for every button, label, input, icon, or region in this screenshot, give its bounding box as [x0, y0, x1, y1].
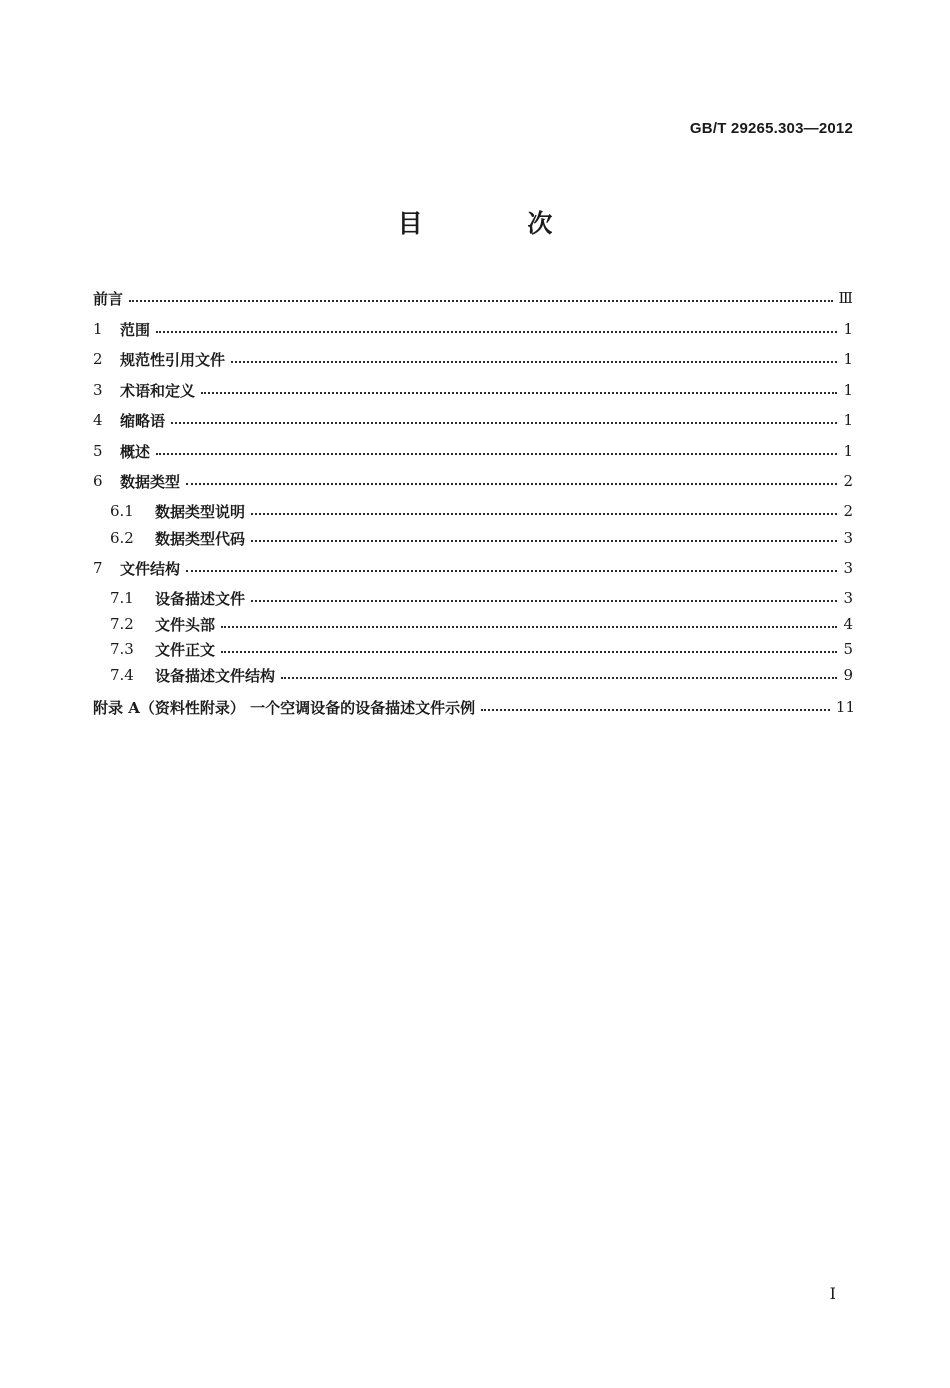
toc-entry-number: 7.2: [110, 615, 134, 633]
page-number: I: [829, 1284, 836, 1303]
toc-entry-page: 2: [843, 502, 853, 520]
toc-entry-5[interactable]: [93, 440, 853, 462]
toc-entry-foreword[interactable]: [93, 287, 853, 309]
toc-entry-label: 术语和定义: [120, 381, 196, 400]
toc-entry-page: 1: [843, 320, 853, 338]
toc-entry-appendix-a[interactable]: [93, 696, 855, 718]
toc-entry-number: 7.4: [110, 666, 134, 684]
toc-entry-number: 7.1: [110, 589, 134, 607]
toc-leader: [186, 569, 837, 572]
toc-entry-3[interactable]: [93, 379, 853, 401]
toc-leader: [231, 360, 837, 363]
toc-entry-4[interactable]: [93, 409, 853, 431]
toc-entry-6-1[interactable]: [110, 500, 853, 522]
toc-entry-number: 2: [93, 350, 103, 368]
toc-entry-label: 文件正文: [155, 640, 216, 659]
toc-entry-label: 前言: [93, 289, 124, 308]
toc-entry-number: 1: [93, 320, 103, 338]
toc-leader: [156, 330, 837, 333]
toc-entry-page: 2: [843, 472, 853, 490]
toc-entry-6[interactable]: [93, 470, 853, 492]
toc-entry-page: 1: [843, 381, 853, 399]
toc-entry-1[interactable]: [93, 318, 853, 340]
toc-entry-page: 3: [843, 529, 853, 547]
toc-leader: [251, 512, 837, 515]
toc-entry-7-2[interactable]: [110, 613, 853, 635]
toc-entry-label: 设备描述文件: [155, 589, 246, 608]
toc-entry-number: 4: [93, 411, 103, 429]
toc-entry-number: 6.2: [110, 529, 134, 547]
toc-leader: [481, 708, 830, 711]
toc-entry-number: 3: [93, 381, 103, 399]
toc-entry-page: 1: [843, 350, 853, 368]
toc-entry-number: 7.3: [110, 640, 134, 658]
toc-leader: [201, 391, 837, 394]
toc-entry-label: 设备描述文件结构: [155, 666, 276, 685]
toc-leader: [186, 482, 837, 485]
toc-entry-7-4[interactable]: [110, 664, 853, 686]
toc-entry-page: 9: [843, 666, 853, 684]
toc-entry-page: 4: [843, 615, 853, 633]
toc-entry-label: 缩略语: [120, 411, 166, 430]
toc-entry-page: 1: [843, 411, 853, 429]
toc-entry-page: 3: [843, 559, 853, 577]
toc-leader: [129, 299, 833, 302]
toc-entry-label: 文件结构: [120, 559, 181, 578]
toc-entry-label: 概述: [120, 442, 151, 461]
toc-entry-number: 5: [93, 442, 103, 460]
toc-entry-page: 3: [843, 589, 853, 607]
toc-leader: [281, 676, 837, 679]
toc-entry-number: 6: [93, 472, 103, 490]
toc-entry-label: 数据类型代码: [155, 529, 246, 548]
toc-entry-label: 文件头部: [155, 615, 216, 634]
toc-entry-label: 数据类型: [120, 472, 181, 491]
toc-leader: [221, 650, 837, 653]
toc-entry-7-3[interactable]: [110, 638, 853, 660]
toc-entry-label: 数据类型说明: [155, 502, 246, 521]
toc-title: 目 次: [397, 209, 601, 238]
toc-leader: [221, 625, 837, 628]
toc-entry-number: 6.1: [110, 502, 134, 520]
toc-entry-label: 范围: [120, 320, 151, 339]
toc-entry-label: 附录 A（资料性附录） 一个空调设备的设备描述文件示例: [93, 698, 476, 717]
toc-leader: [156, 452, 837, 455]
toc-leader: [251, 539, 837, 542]
standard-code: GB/T 29265.303—2012: [689, 120, 853, 137]
toc-entry-page: 1: [843, 442, 853, 460]
toc-entry-7[interactable]: [93, 557, 853, 579]
toc-entry-page: Ⅲ: [838, 289, 853, 307]
toc-entry-number: 7: [93, 559, 103, 577]
toc-leader: [251, 599, 837, 602]
toc-entry-label: 规范性引用文件: [120, 350, 226, 369]
toc-leader: [171, 421, 837, 424]
toc-entry-7-1[interactable]: [110, 587, 853, 609]
toc-entry-2[interactable]: [93, 348, 853, 370]
toc-entry-page: 11: [835, 698, 855, 716]
toc-entry-page: 5: [843, 640, 853, 658]
toc-entry-6-2[interactable]: [110, 527, 853, 549]
